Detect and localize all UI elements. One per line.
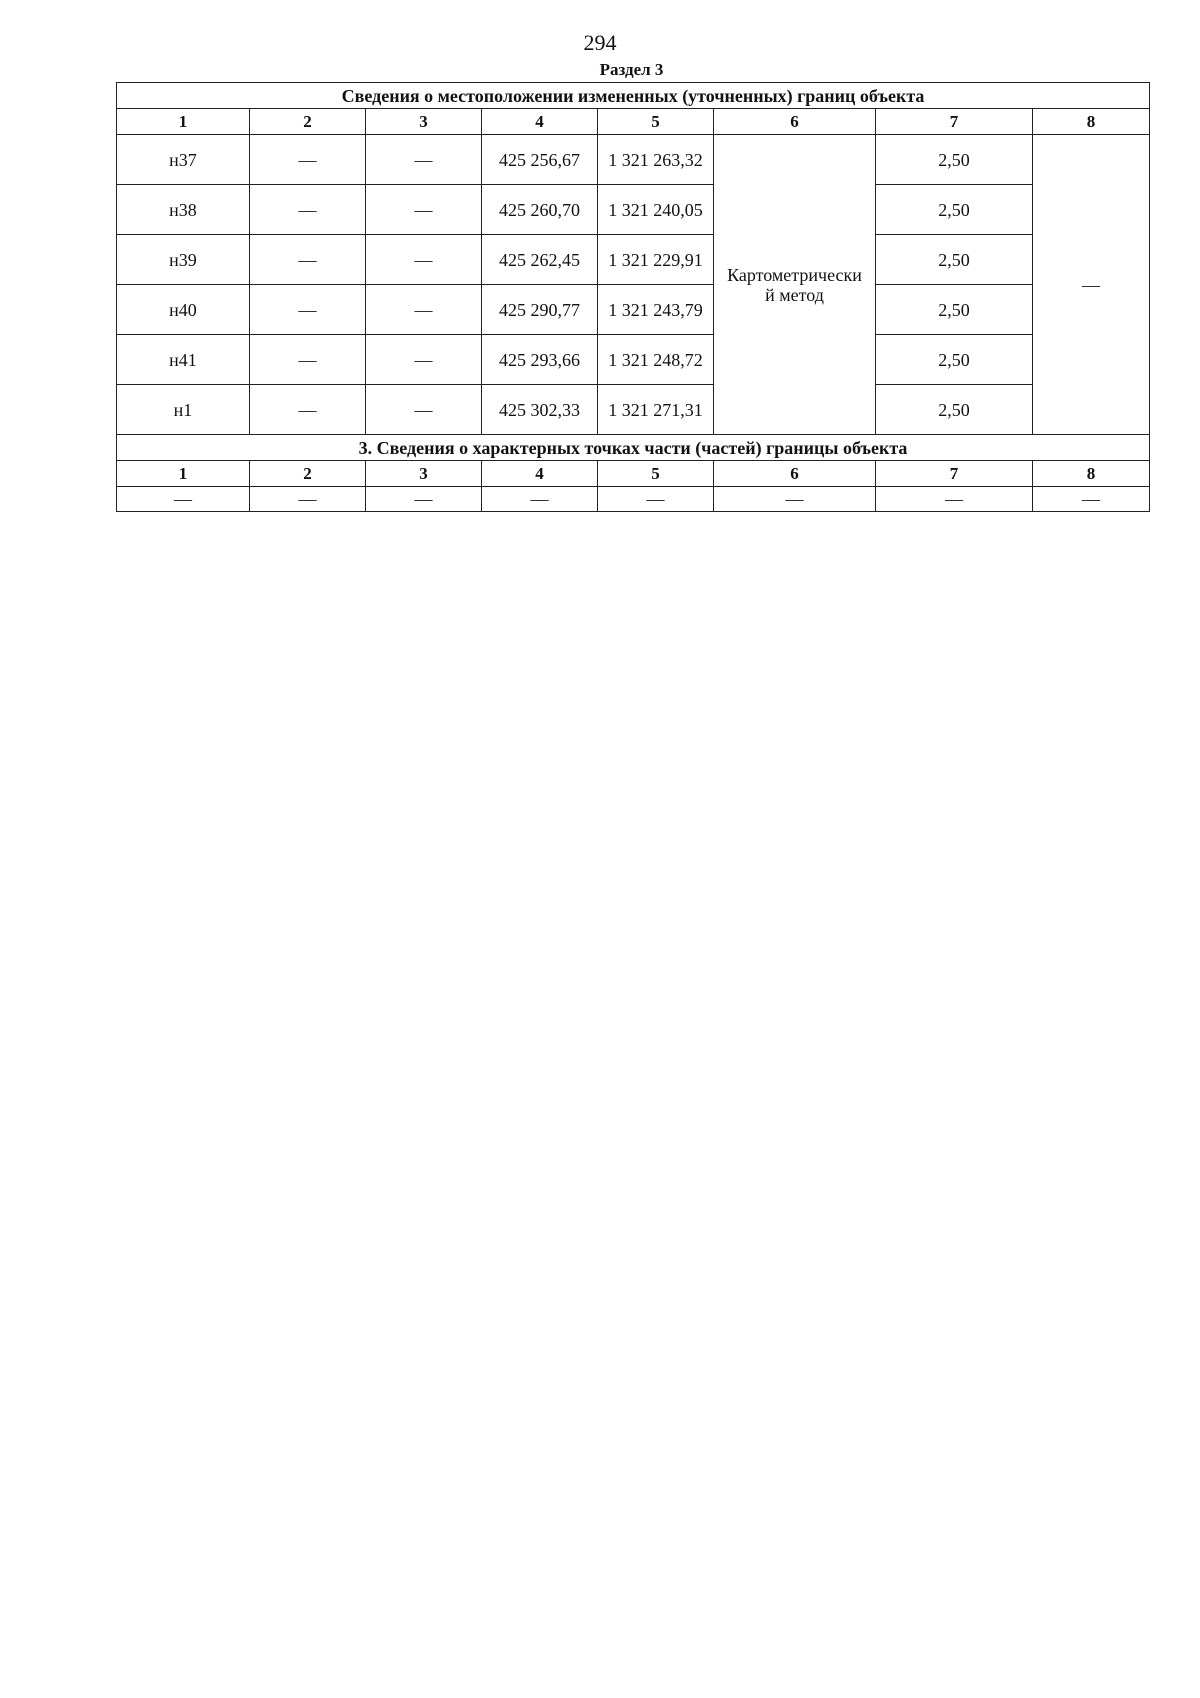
- point-name: н40: [117, 285, 250, 335]
- cell-col3: —: [366, 335, 482, 385]
- cell-col3: —: [366, 235, 482, 285]
- table-row: [117, 385, 1150, 435]
- table2-header-8: 8: [1033, 461, 1150, 487]
- accuracy: 2,50: [876, 185, 1033, 235]
- section-title: Раздел 3: [599, 60, 664, 79]
- table2-header-4: 4: [482, 461, 598, 487]
- cell-col2: —: [250, 335, 366, 385]
- col8-cell: —: [1033, 135, 1150, 435]
- table-row: [117, 285, 1150, 335]
- table1-title: Сведения о местоположении измененных (уточненных) границ объекта: [117, 83, 1150, 109]
- table-row: [117, 185, 1150, 235]
- table-row: [117, 487, 1150, 512]
- table1-header-6: 6: [714, 109, 876, 135]
- accuracy: 2,50: [876, 385, 1033, 435]
- cell-col2: —: [250, 135, 366, 185]
- accuracy: 2,50: [876, 285, 1033, 335]
- coord-y: 1 321 263,32: [598, 135, 714, 185]
- table2-header-5: 5: [598, 461, 714, 487]
- cell-col3: —: [366, 185, 482, 235]
- coord-x: 425 262,45: [482, 235, 598, 285]
- table1-header-8: 8: [1033, 109, 1150, 135]
- empty-cell: —: [117, 487, 250, 512]
- cell-col2: —: [250, 385, 366, 435]
- table-row: [117, 235, 1150, 285]
- coord-x: 425 290,77: [482, 285, 598, 335]
- empty-cell: —: [876, 487, 1033, 512]
- table2-header-6: 6: [714, 461, 876, 487]
- point-name: н39: [117, 235, 250, 285]
- table1-header-1: 1: [117, 109, 250, 135]
- cell-col3: —: [366, 385, 482, 435]
- table-row: [117, 335, 1150, 385]
- coord-y: 1 321 229,91: [598, 235, 714, 285]
- cell-col3: —: [366, 135, 482, 185]
- method-cell: [714, 135, 876, 435]
- table1-header-7: 7: [876, 109, 1033, 135]
- coord-x: 425 256,67: [482, 135, 598, 185]
- table1-header-4: 4: [482, 109, 598, 135]
- coord-y: 1 321 248,72: [598, 335, 714, 385]
- accuracy: 2,50: [876, 235, 1033, 285]
- coordinates-table: [116, 82, 1150, 512]
- table2-header-2: 2: [250, 461, 366, 487]
- table2-header-3: 3: [366, 461, 482, 487]
- empty-cell: —: [598, 487, 714, 512]
- coord-y: 1 321 243,79: [598, 285, 714, 335]
- empty-cell: —: [482, 487, 598, 512]
- point-name: н37: [117, 135, 250, 185]
- page-number: 294: [583, 30, 617, 55]
- accuracy: 2,50: [876, 135, 1033, 185]
- point-name: н41: [117, 335, 250, 385]
- cell-col3: —: [366, 285, 482, 335]
- coord-y: 1 321 271,31: [598, 385, 714, 435]
- accuracy: 2,50: [876, 335, 1033, 385]
- table2-title: 3. Сведения о характерных точках части (частей) границы объекта: [117, 435, 1150, 461]
- empty-cell: —: [714, 487, 876, 512]
- method-line1: Картометрически: [727, 264, 862, 285]
- coord-x: 425 302,33: [482, 385, 598, 435]
- point-name: н38: [117, 185, 250, 235]
- empty-cell: —: [250, 487, 366, 512]
- table-row: [117, 135, 1150, 185]
- cell-col2: —: [250, 285, 366, 335]
- table2-header-7: 7: [876, 461, 1033, 487]
- method-line2: й метод: [765, 284, 824, 305]
- table1-header-2: 2: [250, 109, 366, 135]
- cell-col2: —: [250, 235, 366, 285]
- coord-y: 1 321 240,05: [598, 185, 714, 235]
- empty-cell: —: [1033, 487, 1150, 512]
- table2-header-1: 1: [117, 461, 250, 487]
- point-name: н1: [117, 385, 250, 435]
- table1-header-3: 3: [366, 109, 482, 135]
- cell-col2: —: [250, 185, 366, 235]
- coord-x: 425 293,66: [482, 335, 598, 385]
- empty-cell: —: [366, 487, 482, 512]
- table1-header-5: 5: [598, 109, 714, 135]
- coord-x: 425 260,70: [482, 185, 598, 235]
